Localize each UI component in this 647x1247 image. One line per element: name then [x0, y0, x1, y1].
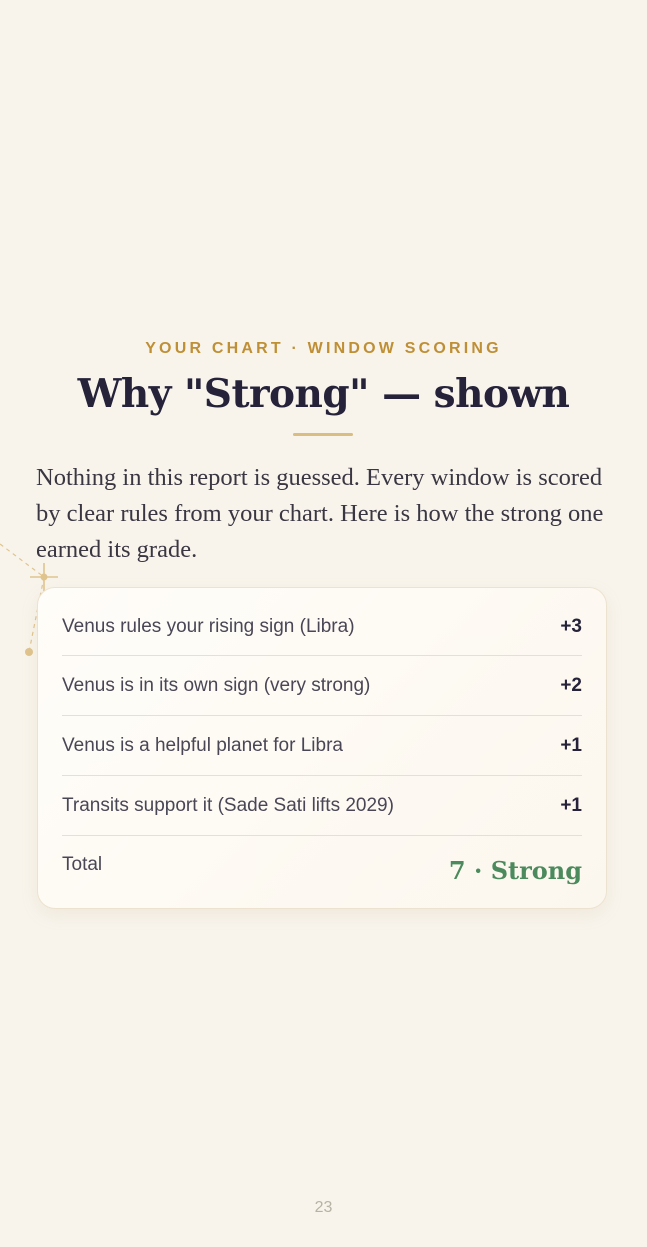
score-row: [62, 656, 582, 716]
intro-paragraph: Nothing in this report is guessed. Every window is scored by clear rules from your chart. Here is how the strong one earned its grade.: [36, 464, 604, 563]
title-divider: [293, 433, 353, 436]
score-row: [62, 776, 582, 836]
score-row: [62, 716, 582, 776]
score-card: [37, 587, 607, 909]
page-title: Why "Strong" — shown: [77, 371, 570, 417]
score-row-value: +1: [560, 794, 582, 816]
score-row-label: Venus is in its own sign (very strong): [62, 674, 371, 696]
score-row-label: Venus rules your rising sign (Libra): [62, 615, 355, 637]
score-total-value: 7 · Strong: [448, 856, 582, 885]
score-row: [62, 588, 582, 656]
score-row-value: +3: [560, 615, 582, 637]
score-row-value: +2: [560, 674, 582, 696]
score-row-label: Transits support it (Sade Sati lifts 2029): [62, 794, 394, 816]
score-total-row: [62, 836, 582, 906]
score-row-label: Venus is a helpful planet for Libra: [62, 734, 343, 756]
score-total-label: Total: [62, 854, 103, 875]
score-row-value: +1: [560, 734, 582, 756]
section-eyebrow: YOUR CHART · WINDOW SCORING: [145, 340, 502, 357]
page-number: 23: [314, 1199, 333, 1216]
